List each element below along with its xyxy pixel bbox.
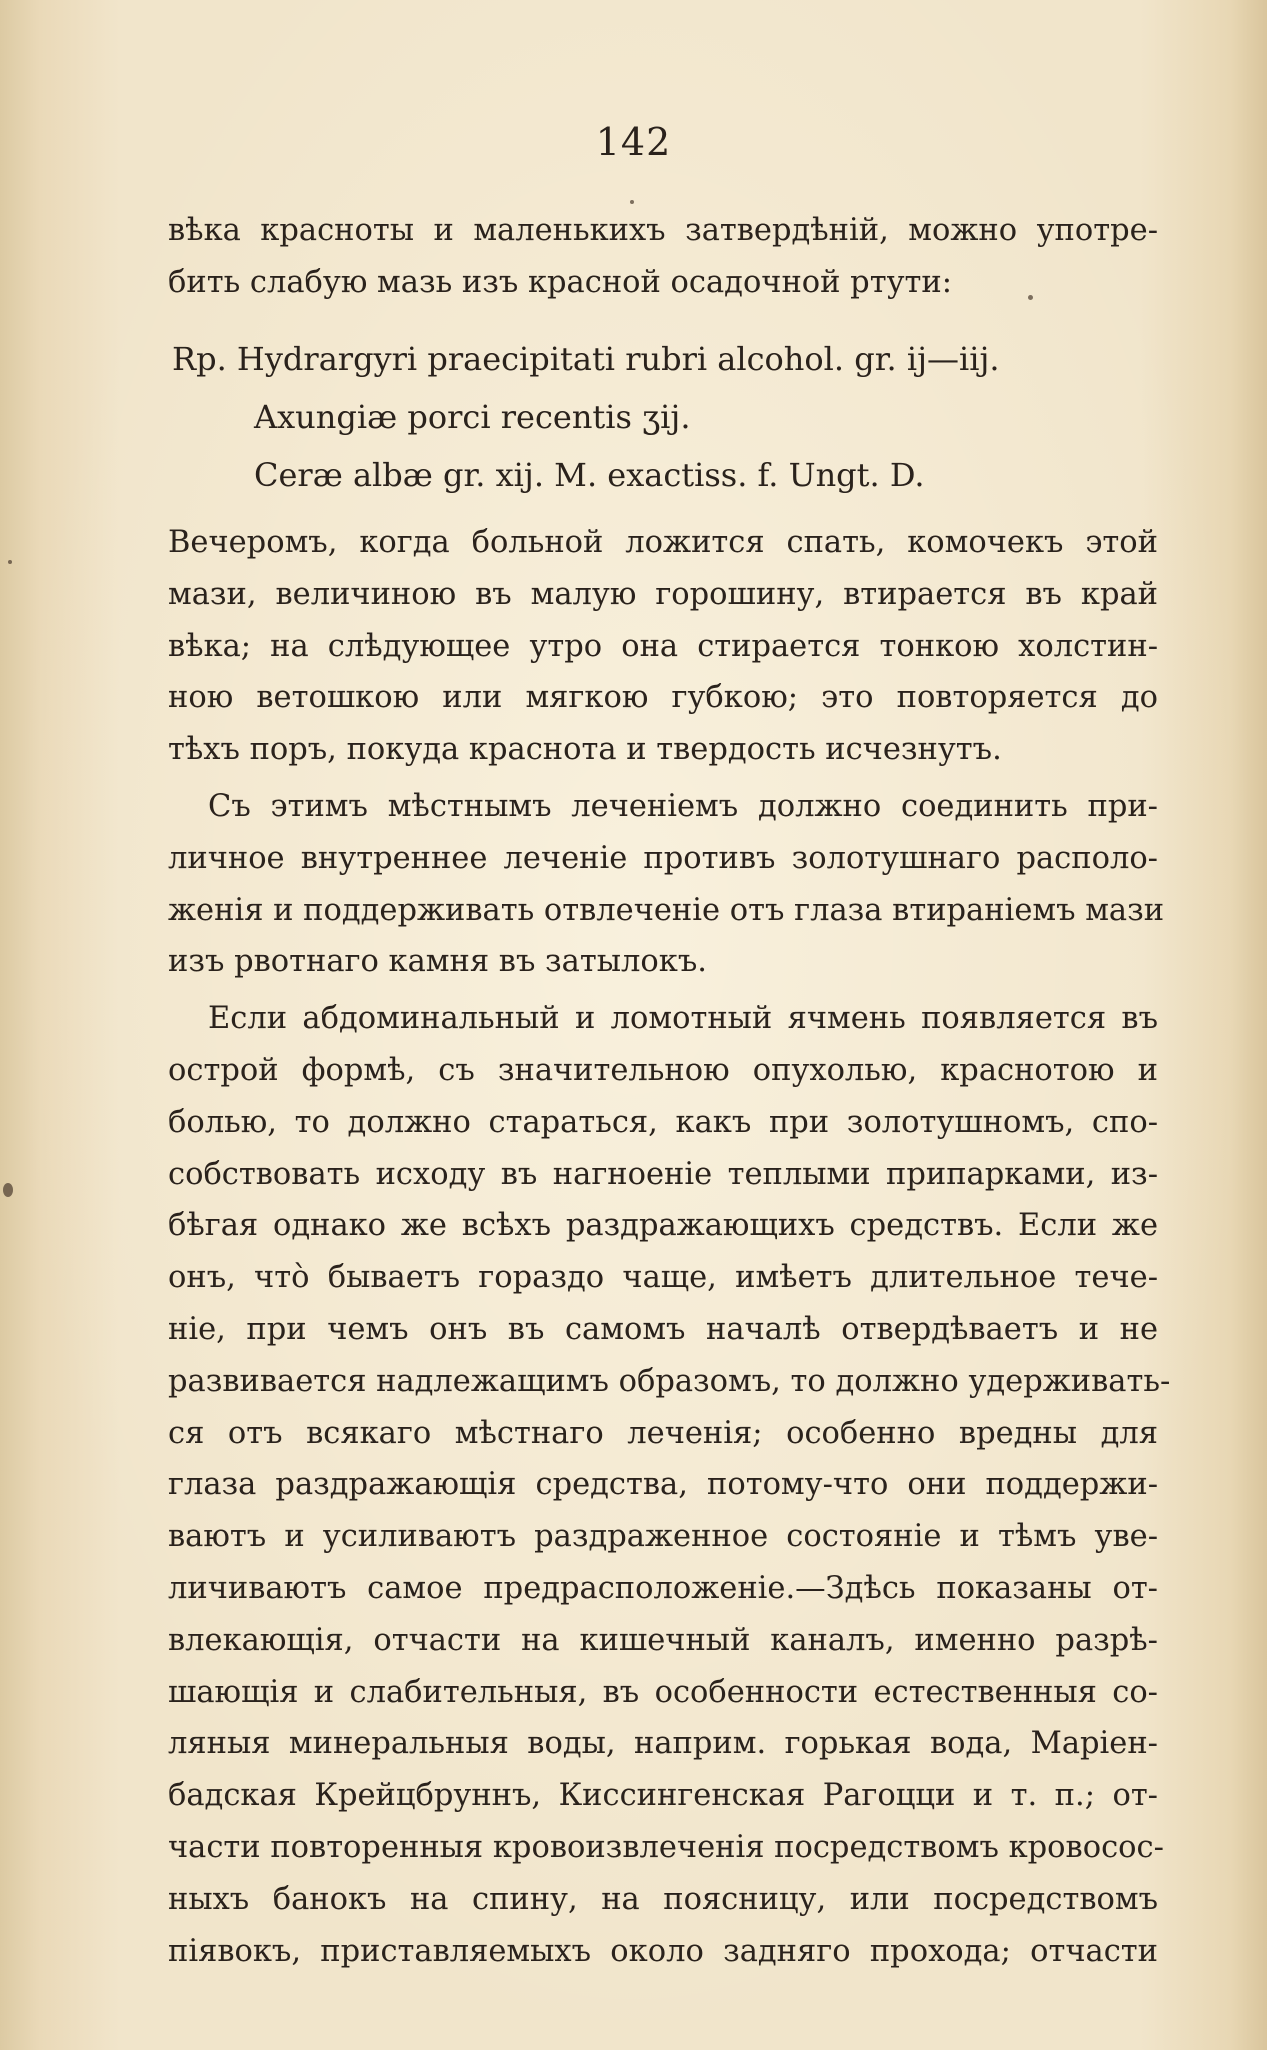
text-line: острой формѣ, съ значительною опухолью, краснотою и: [168, 1052, 1158, 1088]
page-number: 142: [595, 120, 672, 164]
text-line: ляныя минеральныя воды, наприм. горькая вода, Маріен-: [168, 1726, 1158, 1762]
text-line: женія и поддерживать отвлеченіе отъ глаза втираніемъ мази: [168, 892, 1165, 928]
prescription-line: Axungiæ porci recentis ʒij.: [254, 398, 691, 436]
prescription-line: Ceræ albæ gr. xij. M. exactiss. f. Ungt. D.: [254, 456, 925, 494]
text-line: личиваютъ самое предрасположеніе.—Здѣсь показаны от-: [168, 1570, 1158, 1606]
paper-speck: [1028, 295, 1033, 300]
paragraph: [168, 781, 1165, 988]
text-line: ніе, при чемъ онъ въ самомъ началѣ отвердѣваетъ и не: [168, 1311, 1158, 1347]
text-line: глаза раздражающія средства, потому-что они поддержи-: [168, 1467, 1158, 1503]
text-line: вѣка; на слѣдующее утро она стирается тонкою холстин-: [168, 628, 1158, 664]
intro-text: [168, 205, 1158, 309]
paper-speck: [8, 560, 12, 564]
text-line: бѣгая однако же всѣхъ раздражающихъ средствъ. Если же: [168, 1208, 1158, 1244]
main-text: [168, 517, 1171, 1977]
text-line: ныхъ банокъ на спину, на поясницу, или посредствомъ: [168, 1881, 1158, 1917]
prescription-line: Rp. Hydrargyri praecipitati rubri alcohol. gr. ij—iij.: [172, 340, 1000, 378]
text-line: изъ рвотнаго камня въ затылокъ.: [168, 944, 707, 980]
text-line: части повторенныя кровоизвлеченія посредствомъ кровосос-: [168, 1829, 1164, 1865]
prescription: [172, 330, 1000, 504]
text-line: Вечеромъ, когда больной ложится спать, комочекъ этой: [168, 525, 1158, 560]
paragraph: [168, 517, 1158, 776]
text-line: личное внутреннее леченіе противъ золотушнаго располо-: [168, 840, 1158, 876]
text-line: собствовать исходу въ нагноеніе теплыми припарками, из-: [168, 1156, 1158, 1192]
text-line: вѣка красноты и маленькихъ затвердѣній, можно употре-: [168, 213, 1158, 248]
text-line: шающія и слабительныя, въ особенности естественныя со-: [168, 1674, 1158, 1710]
text-line: бадская Крейцбруннъ, Киссингенская Рагоцци и т. п.; от-: [168, 1778, 1158, 1814]
text-line: Съ этимъ мѣстнымъ леченіемъ должно соединить при-: [208, 788, 1158, 824]
paragraph: [168, 993, 1171, 1977]
text-line: ся отъ всякаго мѣстнаго леченія; особенно вредны для: [168, 1415, 1158, 1451]
text-line: развивается надлежащимъ образомъ, то должно удерживать-: [168, 1363, 1171, 1399]
text-line: влекающія, отчасти на кишечный каналъ, именно разрѣ-: [168, 1622, 1158, 1658]
text-line: болью, то должно стараться, какъ при золотушномъ, спо-: [168, 1104, 1158, 1140]
text-line: ною ветошкою или мягкою губкою; это повторяется до: [168, 680, 1158, 716]
text-line: мази, величиною въ малую горошину, втирается въ край: [168, 576, 1158, 612]
text-line: Если абдоминальный и ломотный ячмень появляется въ: [208, 1001, 1158, 1037]
paper-speck: [3, 1183, 13, 1197]
text-line: тѣхъ поръ, покуда краснота и твердость исчезнутъ.: [168, 732, 1002, 768]
text-line: піявокъ, приставляемыхъ около задняго прохода; отчасти: [168, 1933, 1158, 1969]
paper-speck: [630, 200, 634, 204]
text-line: ваютъ и усиливаютъ раздраженное состояніе и тѣмъ уве-: [168, 1519, 1158, 1555]
text-line: бить слабую мазь изъ красной осадочной ртути:: [168, 264, 953, 300]
text-line: онъ, что̀ бываетъ гораздо чаще, имѣетъ длительное тече-: [168, 1260, 1158, 1296]
